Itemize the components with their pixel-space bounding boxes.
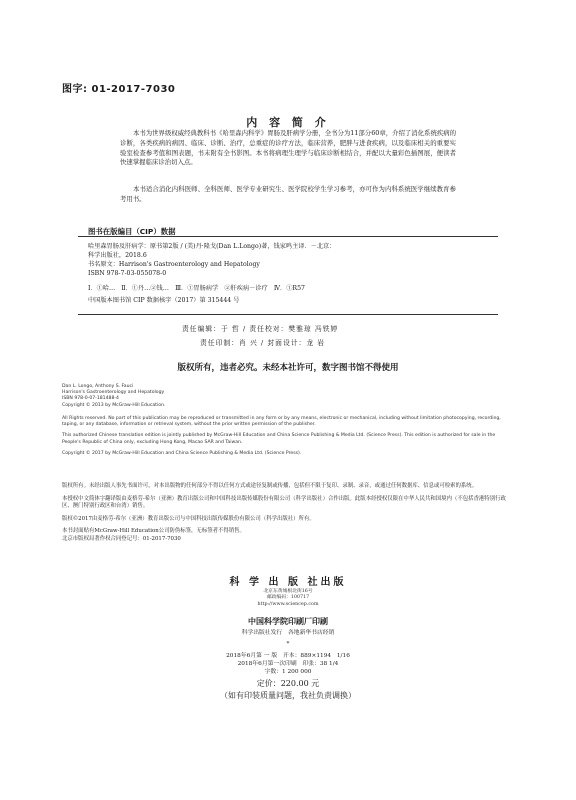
- legal-cn-3: 版权©2017由麦格劳-希尔（亚洲）教育出版公司与中国科技出版传媒股份有限公司（科学出版社）所有。: [62, 515, 315, 522]
- cip-block: [88, 242, 488, 305]
- legal-en-1: All Rights reserved. No part of this publication may be reproduced or transmitted in any form or by any means, electronic or mechanical, including without limitation photocopying, recording, taping, or any database, information or retrieval system, without the prior written permission of the publisher.: [62, 416, 501, 428]
- original-title: Harrison's Gastroenterology and Hepatology: [62, 390, 165, 396]
- legal-en-2: This authorized Chinese translation edition is jointly published by McGraw-Hill Education and China Science Publishing & Media Ltd. (Science Press). This edition is authorized for sale in the People's Republic of China only, excluding Hong Kong, Macao SAR and Taiwan.: [62, 433, 496, 445]
- edition-info: [0, 652, 576, 676]
- production-credits: 责任印制：肖 兴 / 封面设计：龙 岩: [200, 339, 326, 347]
- content-summary-title: 内 容 简 介: [246, 116, 330, 129]
- original-copyright: Copyright © 2013 by McGraw-Hill Education.: [62, 402, 166, 408]
- cip-line-1: 哈里森胃肠及肝病学：原书第2版 / (美)丹·隆戈(Dan L.Longo)著，钱家鸣主译．－北京：: [88, 243, 336, 250]
- distribution-line: 科学出版社发行 各地新华书店经销: [241, 630, 335, 636]
- cip-line-6: 中国版本图书馆 CIP 数据核字（2017）第 315444 号: [88, 297, 240, 304]
- legal-cn-2: 本授权中文简体字翻译版由麦格劳-希尔（亚洲）教育出版公司和中国科技出版传媒股份有限公司（科学出版社）合作出版。此版本经授权仅限在中华人民共和国境内（不包括香港特别行政区、澳门特别行政区和台湾）销售。: [62, 495, 506, 510]
- content-summary-paragraph-1: 本书为世界级权威经典教科书《哈里森内科学》胃肠及肝病学分册，全书分为11部分60章，介绍了消化系统疾病的诊断，各类疾病的病因、临床、诊断、治疗，总重症的诊疗方法，临床营养，肥胖与进食疾病，以及临床相关的重要实验室检查参考值和图表题，书末附有全书影图。本书将病理生理学与临床诊断相结合，并配以大量彩色插图展，便读者快速掌握临床诊治切入点。: [120, 129, 457, 167]
- cip-line-3: 书名原文：Harrison's Gastroenterology and Hepatology: [88, 261, 260, 268]
- legal-cn-5: 北京市版权局著作权合同登记号：01-2017-7030: [62, 535, 181, 542]
- original-authors: Dan L. Longo, Anthony S. Fauci: [62, 384, 134, 389]
- original-edition-info: [62, 384, 362, 409]
- cip-top-rule: [78, 236, 498, 237]
- publisher-name: 科 学 出 版 社出版: [229, 577, 347, 588]
- word-count: 字数：1 200 000: [264, 669, 312, 675]
- printer-name: 中国科学院印刷厂印刷: [248, 616, 328, 626]
- publisher-postcode: 邮政编码：100717: [266, 595, 310, 601]
- editor-credits: 责任编辑：于 哲 / 责任校对：樊雅琼 冯铁婷: [182, 325, 339, 333]
- price: 定价：220.00 元: [256, 679, 320, 688]
- english-legal-block: [62, 416, 514, 457]
- quality-note: （如有印装质量问题，我社负责调换）: [220, 691, 356, 700]
- cip-line-2: 科学出版社，2018.6: [88, 252, 147, 259]
- publisher-website: http://www.sciencep.com: [257, 601, 319, 607]
- publisher-address: 北京东黄城根北街16号: [263, 589, 313, 594]
- chinese-legal-block: [62, 483, 514, 544]
- content-summary-paragraph-2: 本书适合消化内科医师、全科医师、医学专业研究生、医学院校学生学习参考，亦可作为内科系统医学继续教育参考用书。: [120, 185, 456, 203]
- cip-line-5: Ⅰ．①哈… Ⅱ．①丹…②钱… Ⅲ．①胃肠病学 ②肝疾病－诊疗 Ⅳ．①R57: [88, 285, 305, 292]
- publisher-address-block: [0, 589, 576, 608]
- edition-line-2: 2018年6月第一次印刷 印张：38 1/4: [237, 661, 339, 667]
- legal-cn-1: 版权所有。未经出版人事先书面许可，对本出版物的任何部分不得以任何方式或途径复制或传播，包括但不限于复印、录制、录音，或通过任何数据库、信息或可检索的系统。: [62, 483, 478, 489]
- separator-star: *: [286, 641, 290, 647]
- cip-line-4: ISBN 978-7-03-055078-0: [88, 270, 167, 277]
- copyright-registration-code: 图字: 01-2017-7030: [62, 84, 176, 95]
- edition-line-1: 2018年6月第 一 版 开本：889×1194 1/16: [226, 653, 350, 659]
- rights-notice: 版权所有，违者必究。未经本社许可，数字图书馆不得使用: [177, 363, 399, 373]
- cip-bottom-rule: [78, 314, 498, 315]
- legal-en-3: Copyright © 2017 by McGraw-Hill Education and China Science Publishing & Media Ltd. (Science Press).: [62, 450, 302, 456]
- legal-cn-4: 本书封面贴有McGraw-Hill Education公司防伪标签，无标签者不得销售。: [62, 528, 245, 535]
- original-isbn: ISBN 978-0-07-181488-4: [62, 396, 119, 402]
- cip-heading: 图书在版编目（CIP）数据: [88, 227, 176, 236]
